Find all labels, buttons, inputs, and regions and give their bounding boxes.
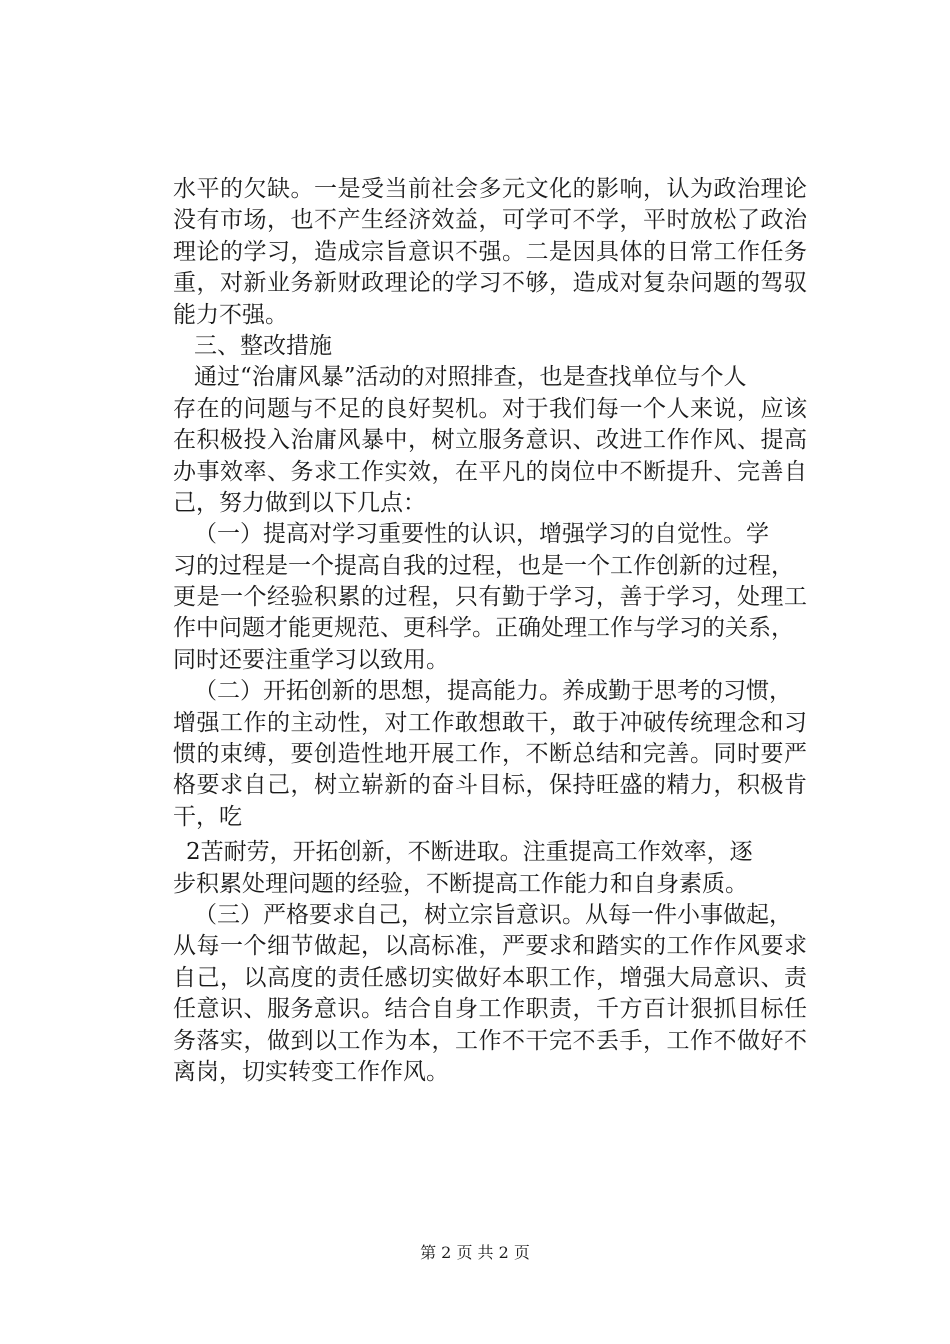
text-line: 步积累处理问题的经验，不断提高工作能力和自身素质。 xyxy=(173,870,748,897)
section-heading: 三、整改措施 xyxy=(194,332,332,359)
text-line: 同时还要注重学习以致用。 xyxy=(173,646,449,673)
item-3-first-line: （三）严格要求自己，树立宗旨意识。从每一件小事做起， xyxy=(194,901,792,928)
text-line: 2苦耐劳，开拓创新，不断进取。注重提高工作效率，逐 xyxy=(186,839,753,866)
text-line: 自己，以高度的责任感切实做好本职工作，增强大局意识、责 xyxy=(173,964,808,991)
text-line: 在积极投入治庸风暴中，树立服务意识、改进工作作风、提高 xyxy=(173,427,808,454)
text-line: 重，对新业务新财政理论的学习不够，造成对复杂问题的驾驭 xyxy=(173,270,808,297)
text-line: 己，努力做到以下几点： xyxy=(173,489,426,516)
text-line: 存在的问题与不足的良好契机。对于我们每一个人来说，应该 xyxy=(173,395,808,422)
page-number-footer: 第 2 页 共 2 页 xyxy=(420,1243,530,1262)
text-line: 水平的欠缺。一是受当前社会多元文化的影响，认为政治理论 xyxy=(173,176,808,202)
item-2-first-line: （二）开拓创新的思想，提高能力。养成勤于思考的习惯， xyxy=(194,678,792,705)
text-line: 务落实，做到以工作为本，工作不干完不丢手，工作不做好不 xyxy=(173,1027,808,1054)
text-line: 能力不强。 xyxy=(173,301,288,328)
item-1-first-line: （一）提高对学习重要性的认识，增强学习的自觉性。学 xyxy=(194,521,769,548)
text-line: 作中问题才能更规范、更科学。正确处理工作与学习的关系， xyxy=(173,615,794,642)
text-line: 干，吃 xyxy=(173,803,242,830)
text-line: 惯的束缚，要创造性地开展工作，不断总结和完善。同时要严 xyxy=(173,741,808,768)
text-line: 习的过程是一个提高自我的过程，也是一个工作创新的过程， xyxy=(173,552,794,579)
document-body xyxy=(173,174,833,1088)
paragraph-first-line: 通过“治庸风暴”活动的对照排查，也是查找单位与个人 xyxy=(194,364,747,391)
text-line: 任意识、服务意识。结合自身工作职责，千方百计狠抓目标任 xyxy=(173,996,808,1023)
text-line: 离岗，切实转变工作作风。 xyxy=(173,1058,449,1085)
text-line: 从每一个细节做起，以高标准，严要求和踏实的工作作风要求 xyxy=(173,933,808,960)
text-line: 没有市场，也不产生经济效益，可学可不学，平时放松了政治 xyxy=(173,207,808,234)
text-line: 增强工作的主动性，对工作敢想敢干，敢于冲破传统理念和习 xyxy=(173,709,808,736)
text-line: 格要求自己，树立崭新的奋斗目标，保持旺盛的精力，积极肯 xyxy=(173,772,808,799)
text-line: 更是一个经验积累的过程，只有勤于学习，善于学习，处理工 xyxy=(173,584,808,611)
text-line: 理论的学习，造成宗旨意识不强。二是因具体的日常工作任务 xyxy=(173,238,808,265)
text-line: 办事效率、务求工作实效，在平凡的岗位中不断提升、完善自 xyxy=(173,458,808,485)
